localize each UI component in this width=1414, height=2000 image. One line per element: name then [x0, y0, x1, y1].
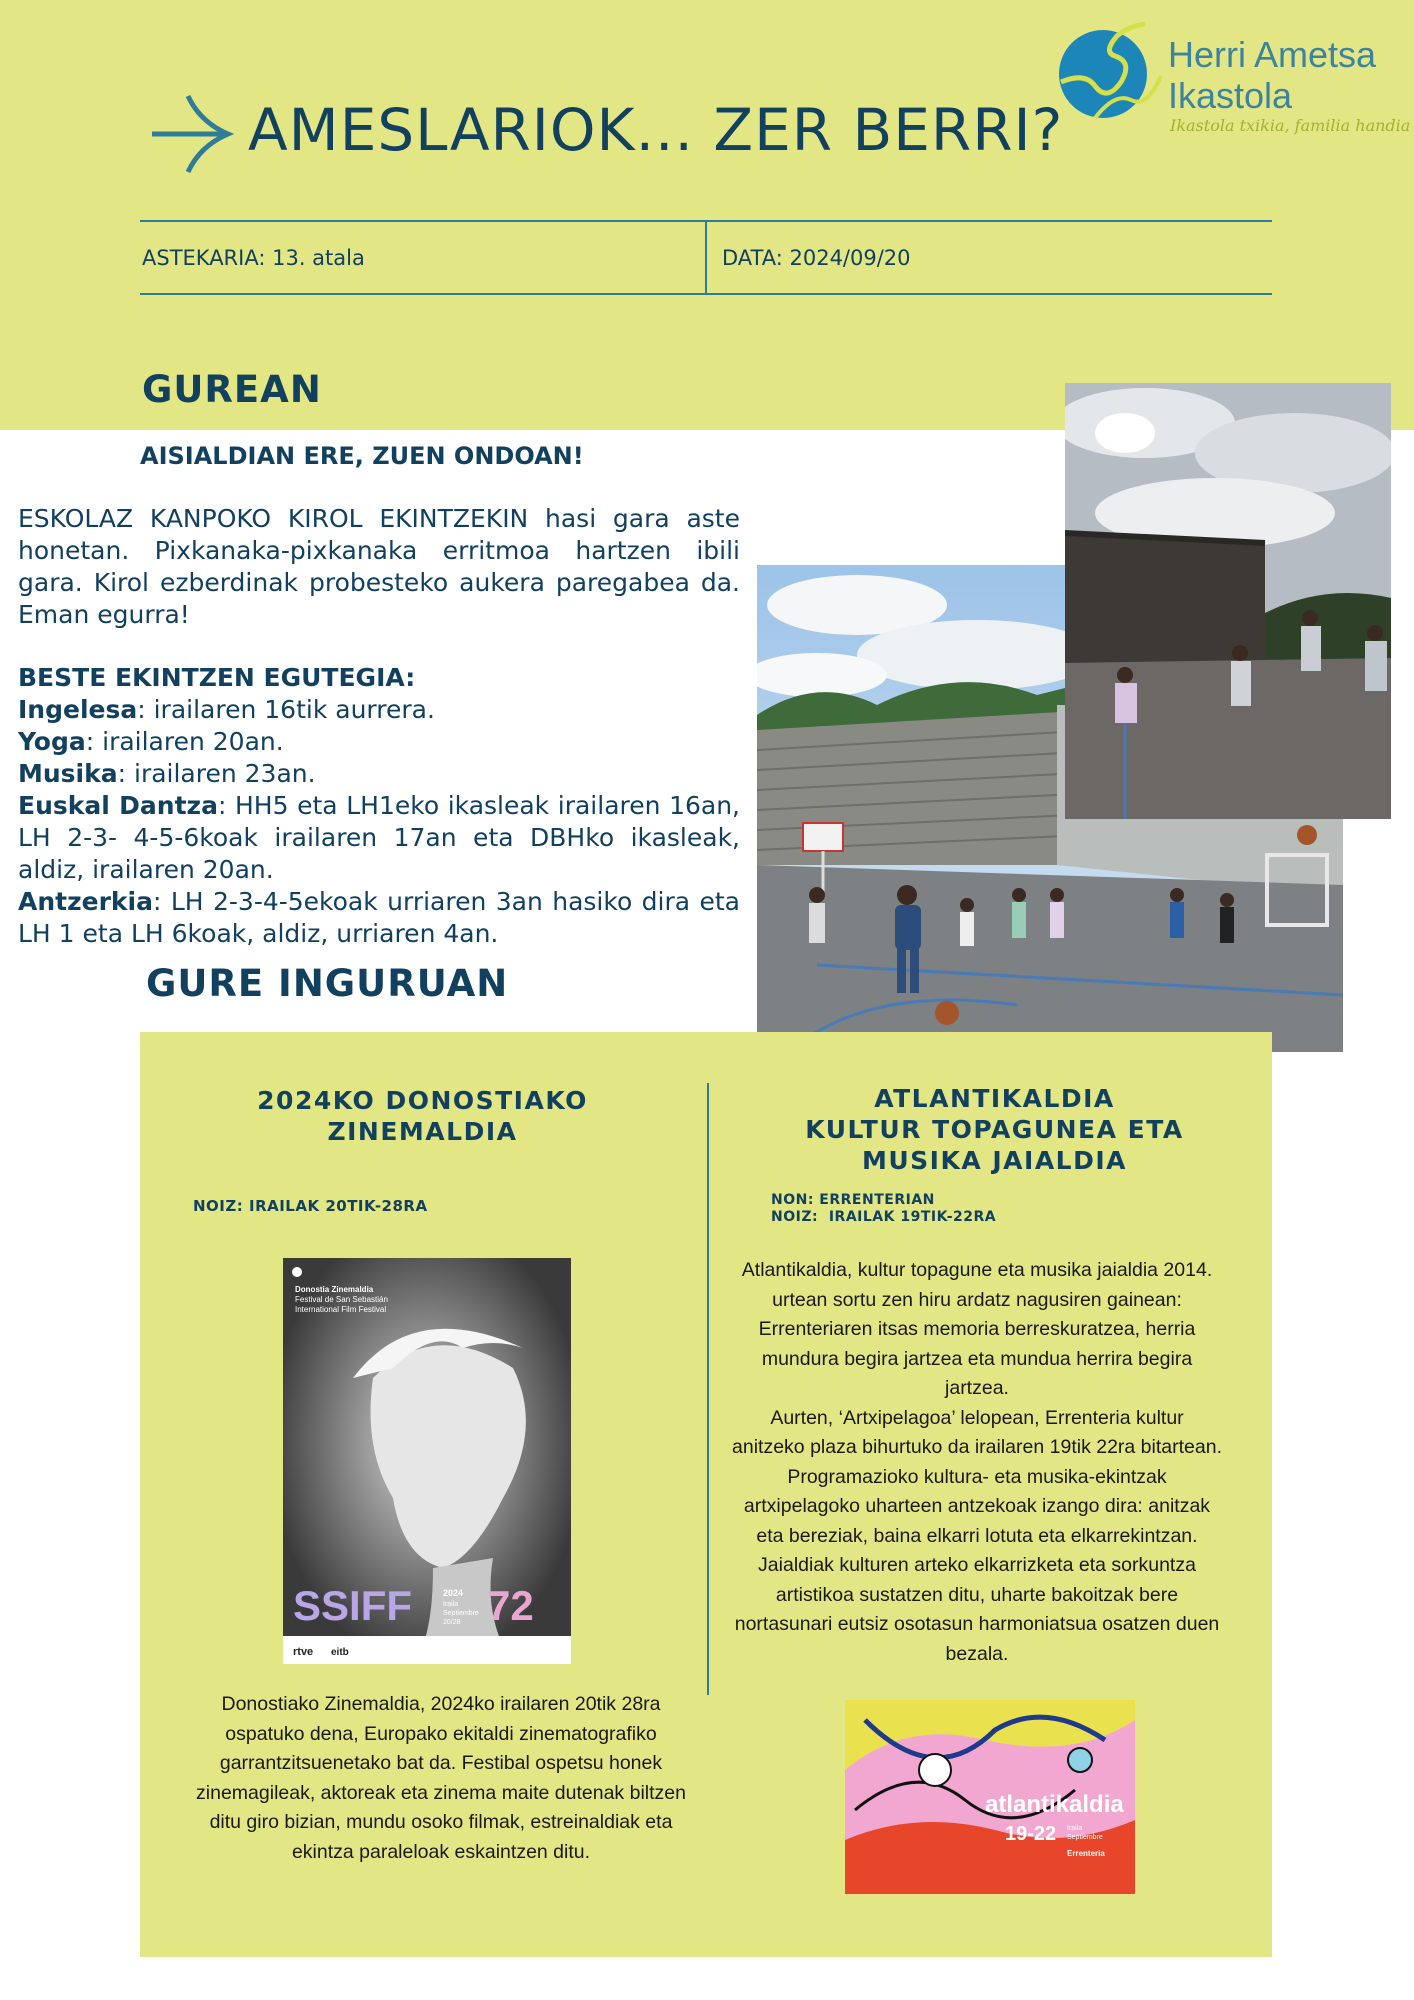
ssiff-year: 2024 [443, 1588, 464, 1598]
ssiff-poster [283, 1258, 571, 1664]
calendar-item [18, 886, 740, 950]
events-column-divider [707, 1083, 709, 1695]
event-title-line: ZINEMALDIA [327, 1117, 518, 1146]
atlantikaldia-poster [845, 1700, 1135, 1894]
calendar-item-text: : LH 2-3-4-5ekoak urriaren 3an hasiko dira eta LH 1 eta LH 6koak, aldiz, urriaren 4an. [18, 887, 740, 948]
event-title-zinemaldia [140, 1085, 705, 1147]
calendar-item-text: : irailaren 20an. [85, 727, 284, 756]
zinemaldia-description: Donostiako Zinemaldia, 2024ko irailaren 20tik 28ra ospatuko dena, Europako ekitaldi zinematografiko garrantzitsuenetako bat da. Festibal ospetsu honek zinemagileak, aktoreak eta zinema maite dutenak biltzen ditu giro bizian, mundu osoko filmak, estreinaldiak eta ekintza paraleloak eskaintzen ditu. [196, 1693, 686, 1863]
calendar-item [18, 790, 740, 886]
sponsor-rtve: rtve [293, 1646, 314, 1658]
event-title-line: ATLANTIKALDIA [874, 1084, 1115, 1113]
meta-column-divider [705, 220, 707, 295]
event-title-line: 2024KO DONOSTIAKO [257, 1086, 588, 1115]
calendar-item [18, 726, 740, 758]
logo-tagline: Ikastola txikia, familia handia [1170, 116, 1411, 135]
logo-name-line1: Herri Ametsa [1168, 34, 1377, 75]
arrow-right-icon [150, 94, 234, 174]
atlantikaldia-poster-month-2: Septiembre [1067, 1834, 1103, 1841]
calendar-item-text: : HH5 eta LH1eko ikasleak irailaren 16an, LH 2-3- 4-5-6koak irailaren 17an eta DBHko ikasleak, aldiz, irailaren 20an. [18, 791, 740, 884]
ssiff-dates-2: Septiembre [443, 1610, 479, 1617]
calendar-item [18, 758, 740, 790]
ssiff-logo-text: SSIFF [293, 1582, 413, 1629]
event-title-line: KULTUR TOPAGUNEA ETA [805, 1115, 1184, 1144]
atlantikaldia-description [732, 1256, 1222, 1669]
section-heading-gure-inguruan: GURE INGURUAN [146, 962, 509, 1005]
gurean-intro-text: ESKOLAZ KANPOKO KIROL EKINTZEKIN hasi gara aste honetan. Pixkanaka-pixkanaka erritmoa hartzen ibili gara. Kirol ezberdinak probesteko aukera paregabea da. Eman egurra! [18, 504, 740, 629]
ssiff-poster-line1: Donostia Zinemaldia [295, 1285, 374, 1294]
ssiff-edition-number: 72 [487, 1582, 534, 1629]
atlantikaldia-poster-month-1: Iraila [1067, 1825, 1083, 1832]
calendar-item-label: Musika [18, 759, 118, 788]
calendar-item [18, 694, 740, 726]
section-heading-gurean: GUREAN [142, 368, 322, 411]
calendar-item-label: Euskal Dantza [18, 791, 218, 820]
logo-name-line2: Ikastola [1168, 75, 1293, 116]
issue-date: DATA: 2024/09/20 [722, 246, 911, 270]
school-logo-icon [1055, 22, 1163, 122]
calendar-item-label: Antzerkia [18, 887, 153, 916]
event-title-line: MUSIKA JAIALDIA [861, 1146, 1128, 1175]
ssiff-poster-line2: Festival de San Sebastián [295, 1295, 388, 1304]
atlantikaldia-poster-name: atlantikaldia [985, 1791, 1124, 1818]
ssiff-poster-line3: International Film Festival [295, 1305, 387, 1314]
activity-calendar [18, 662, 740, 950]
atlantikaldia-paragraph-1: Atlantikaldia, kultur topagune eta musika jaialdia 2014. urtean sortu zen hiru ardatz nagusiren gainean: Errenteriaren itsas memoria berreskuratzea, herria mundura begira jartzea eta mundua herrira begira jartzea. [741, 1259, 1213, 1399]
gurean-subheading: AISIALDIAN ERE, ZUEN ONDOAN! [140, 442, 584, 470]
calendar-item-text: : irailaren 16tik aurrera. [137, 695, 435, 724]
ssiff-dates-3: 20/28 [443, 1619, 461, 1626]
event-where-atlantikaldia: NON: ERRENTERIAN [771, 1192, 935, 1208]
page-title: AMESLARIOK... ZER BERRI? [248, 96, 1064, 164]
calendar-item-text: : irailaren 23an. [117, 759, 316, 788]
calendar-item-label: Yoga [18, 727, 86, 756]
atlantikaldia-poster-place: Errenteria [1067, 1849, 1105, 1858]
sponsor-eitb: eitb [331, 1647, 349, 1658]
school-yard-photo [1065, 383, 1391, 819]
event-title-atlantikaldia [717, 1083, 1272, 1176]
event-when-zinemaldia: NOIZ: IRAILAK 20TIK-28RA [193, 1197, 428, 1215]
calendar-heading: BESTE EKINTZEN EGUTEGIA: [18, 663, 416, 692]
event-when-atlantikaldia: NOIZ: IRAILAK 19TIK-22RA [771, 1209, 997, 1225]
atlantikaldia-poster-dates: 19-22 [1005, 1823, 1057, 1845]
calendar-item-label: Ingelesa [18, 695, 138, 724]
issue-number: ASTEKARIA: 13. atala [142, 246, 365, 270]
ssiff-dates-1: Iraila [443, 1601, 459, 1608]
gurean-intro [18, 503, 740, 631]
atlantikaldia-paragraph-2: Aurten, ‘Artxipelagoa’ lelopean, Errenteria kultur anitzeko plaza bihurtuko da irailaren 19tik 22ra bitartean. Programazioko kultura- eta musika-ekintzak artxipelagoko uharteen antzekoak izango dira: anitzak eta bereziak, baina elkarri lotuta eta elkarrekintzan. Jaialdiak kulturen arteko elkarrizketa eta sorkuntza artistikoa sustatzen ditu, uharte bakoitzak bere nortasunari eutsiz osotasun harmoniatsua osatzen duen bezala. [732, 1406, 1222, 1665]
